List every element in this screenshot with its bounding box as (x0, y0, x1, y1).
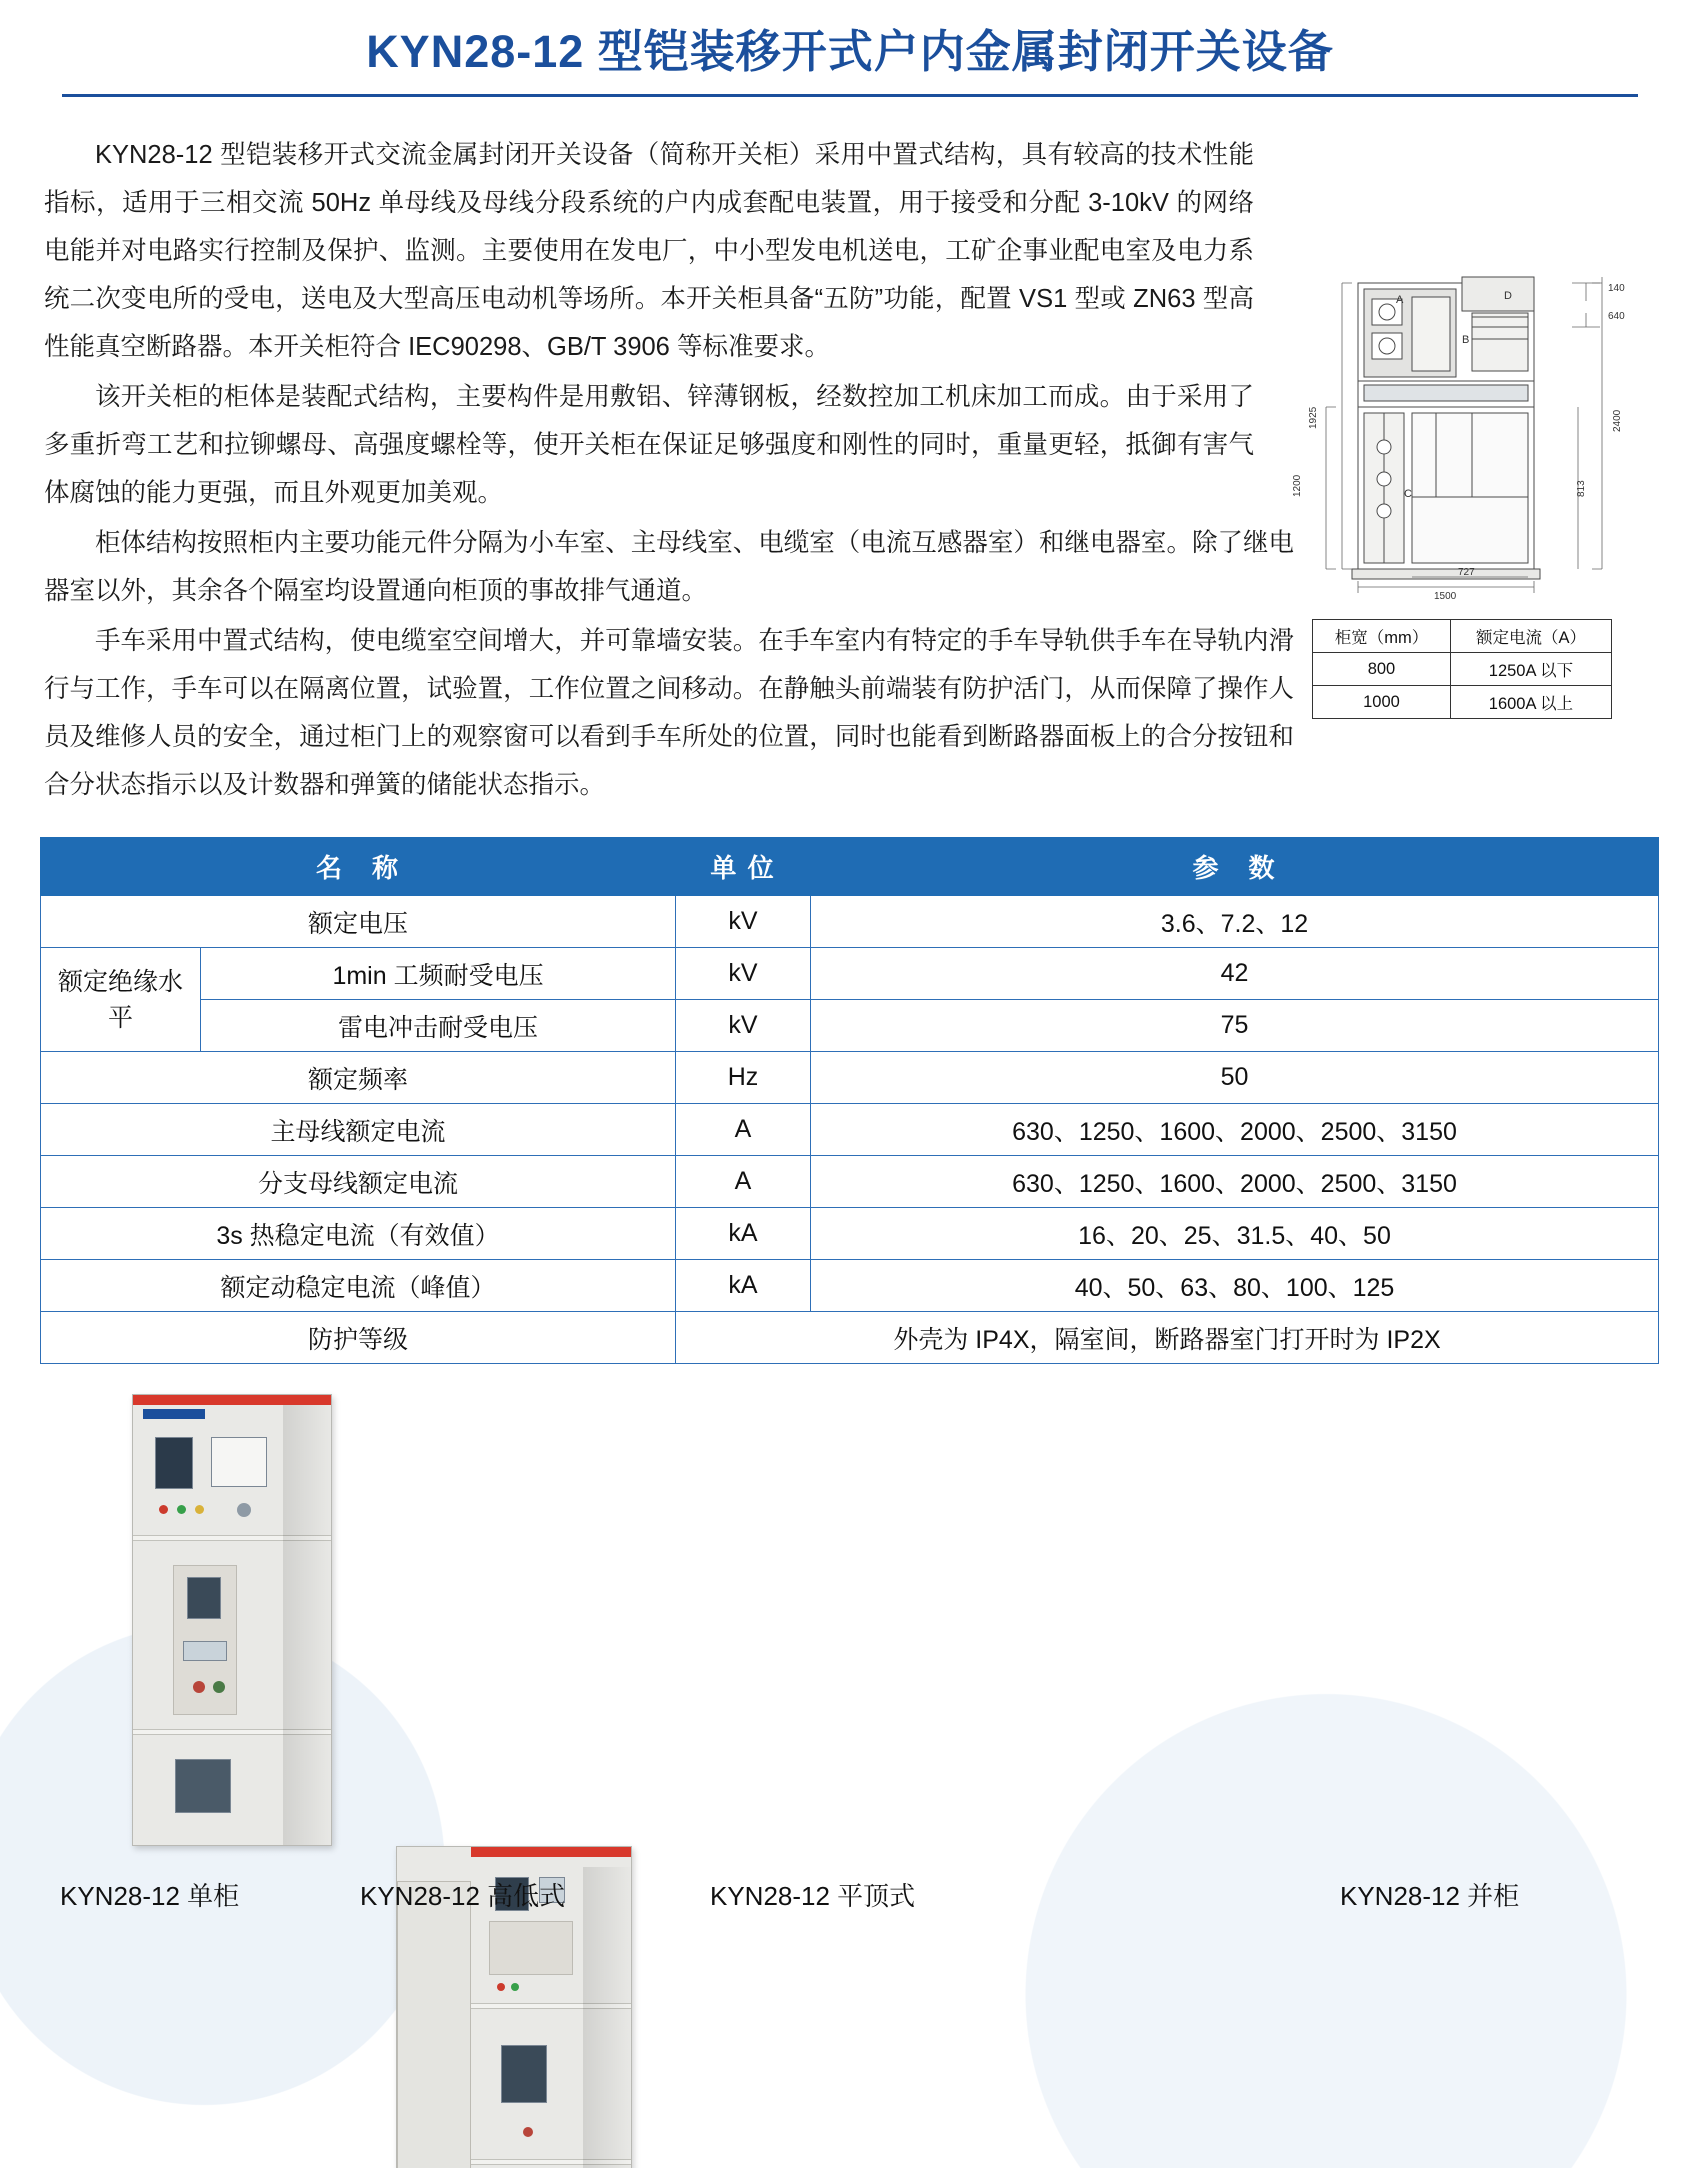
cell-current: 1250A 以下 (1450, 653, 1611, 686)
param-unit: kA (676, 1260, 811, 1312)
param-value: 42 (811, 948, 1659, 1000)
param-unit: kV (676, 896, 811, 948)
svg-text:2400: 2400 (1612, 410, 1623, 433)
param-unit: kV (676, 948, 811, 1000)
table-row (41, 896, 1659, 948)
param-name: 额定动稳定电流（峰值） (41, 1260, 676, 1312)
param-header-row (41, 838, 1659, 896)
cabinet-relay-window (155, 1437, 193, 1489)
svg-text:727: 727 (1458, 567, 1475, 579)
page-header (0, 0, 1700, 97)
svg-text:140: 140 (1608, 283, 1625, 295)
svg-text:D: D (1504, 290, 1512, 303)
param-value: 75 (811, 1000, 1659, 1052)
breaker-view-window (187, 1577, 221, 1619)
breaker-view-window (501, 2045, 547, 2103)
breaker-button (523, 2127, 533, 2137)
svg-text:B: B (1462, 334, 1470, 347)
col-header-width: 柜宽（mm） (1313, 620, 1451, 653)
drawing-svg (1286, 247, 1656, 602)
intro-section (0, 97, 1700, 809)
cabinet-shading (283, 1405, 333, 1845)
caption-high-low-cabinet: KYN28-12 高低式 (360, 1881, 566, 1912)
product-gallery (0, 1394, 1700, 1864)
indicator-led-green (177, 1505, 186, 1514)
param-name: 3s 热稳定电流（有效值） (41, 1208, 676, 1260)
cabinet-width-current-table (1312, 619, 1612, 719)
technical-drawing-block (1286, 247, 1656, 719)
svg-text:A: A (1396, 294, 1404, 307)
param-name: 防护等级 (41, 1312, 676, 1364)
caption-cabinet-lineup: KYN28-12 并柜 (1340, 1881, 1520, 1912)
table-row (41, 1156, 1659, 1208)
cable-compartment-window (175, 1759, 231, 1813)
page-title: KYN28-12 型铠装移开式户内金属封闭开关设备 (366, 26, 1334, 77)
param-unit: kA (676, 1208, 811, 1260)
indicator-led-yellow (195, 1505, 204, 1514)
table-row (41, 1052, 1659, 1104)
param-unit: A (676, 1104, 811, 1156)
indicator-led-red (159, 1505, 168, 1514)
paragraph-1: KYN28-12 型铠装移开式交流金属封闭开关设备（简称开关柜）采用中置式结构，具有较高的技术性能指标，适用于三相交流 50Hz 单母线及母线分段系统的户内成套配电装置，用于接受和分配 3-10kV 的网络电能并对电路实行控制及保护、监测。主要使用在发电厂，中小型发电机送电，工矿企事业配电室及电力系统二次变电所的受电，送电及大型高压电动机等场所。本开关柜具备“五防”功能，配置 VS1 型或 ZN63 型高性能真空断路器。本开关柜符合 IEC90298、GB/T 3906 等标准要求。 (44, 141, 1254, 362)
table-row (41, 1208, 1659, 1260)
caption-flat-top-cabinet: KYN28-12 平顶式 (710, 1881, 916, 1912)
svg-text:C: C (1404, 488, 1412, 501)
cabinet-section-drawing (1286, 247, 1656, 607)
table-row (41, 1260, 1659, 1312)
param-name: 额定电压 (41, 896, 676, 948)
param-name: 主母线额定电流 (41, 1104, 676, 1156)
param-value: 630、1250、1600、2000、2500、3150 (811, 1156, 1659, 1208)
breaker-status-strip (183, 1641, 227, 1661)
table-row (1313, 653, 1612, 686)
cell-width: 800 (1313, 653, 1451, 686)
param-unit: kV (676, 1000, 811, 1052)
param-value: 16、20、25、31.5、40、50 (811, 1208, 1659, 1260)
col-header-current: 额定电流（A） (1450, 620, 1611, 653)
table-row (41, 1104, 1659, 1156)
paragraph-4: 手车采用中置式结构，使电缆室空间增大，并可靠墙安装。在手车室内有特定的手车导轨供手车在导轨内滑行与工作，手车可以在隔离位置，试验置，工作位置之间移动。在静触头前端装有防护活门，从而保障了操作人员及维修人员的安全，通过柜门上的观察窗可以看到手车所处的位置，同时也能看到断路器面板上的合分按钮和合分状态指示以及计数器和弹簧的储能状态指示。 (44, 627, 1294, 800)
parameter-table-section (0, 811, 1700, 1364)
param-value: 3.6、7.2、12 (811, 896, 1659, 948)
cabinet-meter-window (211, 1437, 267, 1487)
cabinet-top-band (133, 1395, 331, 1405)
table-row (41, 1000, 1659, 1052)
svg-text:1200: 1200 (1292, 475, 1303, 498)
param-value: 630、1250、1600、2000、2500、3150 (811, 1104, 1659, 1156)
table-row (1313, 686, 1612, 719)
param-col-unit: 单 位 (676, 838, 811, 896)
table-header-row (1313, 620, 1612, 653)
param-unit: Hz (676, 1052, 811, 1104)
param-group-label: 额定绝缘水平 (41, 948, 201, 1052)
cell-width: 1000 (1313, 686, 1451, 719)
svg-text:1500: 1500 (1434, 591, 1457, 603)
param-value: 外壳为 IP4X，隔室间，断路器室门打开时为 IP2X (676, 1312, 1659, 1364)
param-unit: A (676, 1156, 811, 1208)
cell-current: 1600A 以上 (1450, 686, 1611, 719)
param-name: 分支母线额定电流 (41, 1156, 676, 1208)
control-knob (237, 1503, 251, 1517)
paragraph-2: 该开关柜的柜体是装配式结构，主要构件是用敷铝、锌薄钢板，经数控加工机床加工而成。由于采用了多重折弯工艺和拉铆螺母、高强度螺栓等，使开关柜在保证足够强度和刚性的同时，重量更轻，抵御有害气体腐蚀的能力更强，而且外观更加美观。 (44, 383, 1254, 508)
param-name: 雷电冲击耐受电压 (201, 1000, 676, 1052)
cabinet-label-plate (143, 1409, 205, 1419)
param-name: 1min 工频耐受电压 (201, 948, 676, 1000)
product-captions (0, 1864, 1700, 1934)
caption-single-cabinet: KYN28-12 单柜 (60, 1881, 240, 1912)
svg-text:813: 813 (1576, 480, 1587, 498)
indicator-led-green (511, 1983, 519, 1991)
param-col-value: 参 数 (811, 838, 1659, 896)
svg-text:1925: 1925 (1308, 407, 1319, 430)
indicator-led-red (497, 1983, 505, 1991)
param-value: 50 (811, 1052, 1659, 1104)
table-row (41, 1312, 1659, 1364)
cabinet-top-band (471, 1847, 631, 1857)
param-name: 额定频率 (41, 1052, 676, 1104)
param-col-name: 名 称 (41, 838, 676, 896)
product-image-single-cabinet (132, 1394, 332, 1846)
parameter-table (40, 837, 1659, 1364)
svg-text:640: 640 (1608, 311, 1625, 323)
intro-text-column (44, 131, 1294, 809)
param-value: 40、50、63、80、100、125 (811, 1260, 1659, 1312)
paragraph-3: 柜体结构按照柜内主要功能元件分隔为小车室、主母线室、电缆室（电流互感器室）和继电器室。除了继电器室以外，其余各个隔室均设置通向柜顶的事故排气通道。 (44, 529, 1294, 606)
table-row (41, 948, 1659, 1000)
